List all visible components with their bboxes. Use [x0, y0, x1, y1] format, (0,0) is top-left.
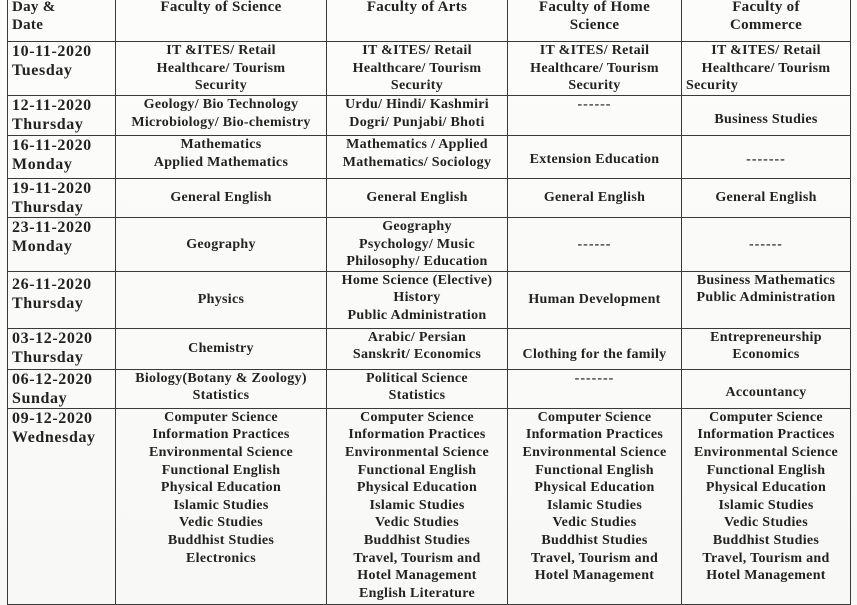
subject: Accountancy [725, 384, 807, 400]
subject: Psychology/ Music [359, 236, 475, 252]
no-exam-dash: ------ [749, 236, 783, 252]
commerce-subjects-cell [682, 328, 851, 369]
subject: Travel, Tourism and [702, 550, 830, 566]
subject: Healthcare/ Tourism [156, 60, 286, 76]
exam-date: 09-12-2020 [12, 409, 93, 427]
subject: Physical Education [160, 480, 282, 496]
subject: Statistics [192, 388, 250, 404]
subject: Home Science (Elective) [341, 272, 493, 288]
header-day-date-line: Date [12, 16, 44, 33]
subject: Healthcare/ Tourism [530, 60, 659, 76]
subject: Islamic Studies [173, 497, 269, 513]
exam-date: 10-11-2020 [12, 43, 92, 60]
subject: Security [390, 78, 444, 94]
table-row [8, 271, 851, 328]
subject: Chemistry [188, 340, 254, 356]
arts-subjects-cell [327, 271, 508, 328]
table-row [8, 369, 851, 408]
subject: Islamic Studies [546, 497, 643, 513]
subject: Geography [382, 219, 452, 234]
no-exam-dash: ------ [577, 236, 612, 252]
science-subjects-cell [116, 42, 327, 96]
commerce-subjects-cell [682, 96, 851, 136]
exam-day: Sunday [12, 389, 68, 407]
arts-subjects-cell [327, 42, 508, 96]
subject: Biology(Botany & Zoology) [135, 370, 307, 386]
subject: Buddhist Studies [363, 532, 471, 548]
subject: Entrepreneurship [710, 329, 822, 345]
exam-date: 12-11-2020 [12, 97, 92, 114]
home-science-subjects-cell [508, 328, 682, 369]
subject: Islamic Studies [718, 497, 814, 513]
subject: General English [170, 190, 272, 206]
header-faculty-home-science [508, 0, 682, 42]
subject: IT &ITES/ Retail [539, 43, 650, 58]
subject: Computer Science [164, 409, 278, 425]
subject: Functional English [535, 462, 654, 478]
subject: Healthcare/ Tourism [352, 60, 482, 76]
subject: Physics [197, 291, 245, 307]
subject: Physical Education [356, 480, 478, 496]
subject: Economics [732, 347, 800, 363]
subject: Public Administration [347, 307, 487, 323]
exam-day: Thursday [12, 294, 84, 312]
subject: Hotel Management [534, 568, 655, 584]
exam-date: 26-11-2020 [12, 275, 92, 293]
subject: General English [366, 190, 468, 206]
header-commerce-line: Commerce [729, 16, 803, 33]
exam-date: 19-11-2020 [12, 180, 92, 197]
commerce-subjects-cell [682, 408, 851, 604]
subject: Functional English [706, 462, 826, 478]
table-row [8, 136, 851, 179]
science-subjects-cell [116, 369, 327, 408]
day-date-cell [8, 369, 116, 408]
day-date-cell [8, 136, 116, 179]
subject: Human Development [528, 291, 661, 307]
header-commerce-line: Faculty of [732, 0, 800, 15]
subject: Travel, Tourism and [353, 550, 481, 566]
subject: Vedic Studies [179, 515, 263, 531]
home-science-subjects-cell [508, 42, 682, 96]
subject: Mathematics / Applied [346, 137, 488, 152]
subject: Hotel Management [706, 568, 826, 584]
arts-subjects-cell [327, 96, 508, 136]
exam-date: 06-12-2020 [12, 370, 93, 388]
arts-subjects-cell [327, 369, 508, 408]
science-subjects-cell [116, 271, 327, 328]
home-science-subjects-cell [508, 271, 682, 328]
exam-day: Monday [12, 238, 73, 255]
header-home-science-line: Science [569, 16, 620, 33]
no-exam-dash: ------- [574, 370, 615, 386]
exam-day: Thursday [12, 348, 84, 366]
subject: Environmental Science [693, 444, 839, 460]
exam-day: Tuesday [12, 62, 73, 79]
exam-day: Thursday [12, 116, 84, 133]
commerce-subjects-cell [682, 369, 851, 408]
header-faculty-science [116, 0, 327, 42]
subject: Urdu/ Hindi/ Kashmiri [345, 97, 489, 112]
day-date-cell [8, 408, 116, 604]
subject: IT &ITES/ Retail [711, 43, 821, 58]
subject: Security [568, 78, 621, 94]
home-science-subjects-cell [508, 179, 682, 218]
header-day-date [8, 0, 116, 42]
subject: Geography [186, 236, 256, 252]
science-subjects-cell [116, 328, 327, 369]
subject: English Literature [359, 585, 475, 601]
science-subjects-cell [116, 136, 327, 179]
subject: Computer Science [709, 409, 823, 425]
subject: Dogri/ Punjabi/ Bhoti [349, 114, 485, 130]
home-science-subjects-cell [508, 369, 682, 408]
arts-subjects-cell [327, 328, 508, 369]
subject: Mathematics/ Sociology [342, 154, 492, 170]
subject: Political Science [366, 370, 468, 386]
no-exam-dash: ------ [577, 97, 612, 112]
subject: Physical Education [534, 480, 655, 496]
subject: Clothing for the family [522, 346, 667, 362]
table-row [8, 328, 851, 369]
header-arts-label: Faculty of Arts [366, 0, 468, 15]
exam-schedule-table [7, 0, 851, 605]
subject: Environmental Science [148, 444, 294, 460]
subject: Physical Education [705, 480, 827, 496]
exam-date: 03-12-2020 [12, 329, 93, 347]
table-row [8, 42, 851, 96]
subject: Statistics [388, 388, 446, 404]
day-date-cell [8, 218, 116, 272]
header-faculty-arts [327, 0, 508, 42]
science-subjects-cell [116, 218, 327, 272]
subject: Mathematics [180, 137, 262, 152]
subject: Information Practices [525, 427, 664, 443]
day-date-cell [8, 179, 116, 218]
header-row [8, 0, 851, 42]
subject: Information Practices [697, 427, 835, 443]
subject: Arabic/ Persian [367, 329, 467, 345]
subject: Buddhist Studies [167, 532, 275, 548]
header-science-label: Faculty of Science [160, 0, 282, 15]
home-science-subjects-cell [508, 218, 682, 272]
subject: Environmental Science [522, 444, 667, 460]
subject: Geology/ Bio Technology [143, 97, 299, 112]
science-subjects-cell [116, 408, 327, 604]
subject: IT &ITES/ Retail [166, 43, 276, 58]
subject: History [393, 290, 441, 306]
subject: Business Studies [714, 111, 818, 127]
subject: Hotel Management [357, 568, 477, 584]
table-row [8, 96, 851, 136]
subject: Islamic Studies [369, 497, 465, 513]
arts-subjects-cell [327, 218, 508, 272]
no-exam-dash: ------- [746, 152, 786, 168]
subject: Buddhist Studies [541, 532, 648, 548]
subject: Buddhist Studies [712, 532, 820, 548]
subject: Vedic Studies [552, 515, 637, 531]
subject: Extension Education [529, 152, 660, 168]
commerce-subjects-cell [682, 179, 851, 218]
table-row [8, 179, 851, 218]
day-date-cell [8, 328, 116, 369]
arts-subjects-cell [327, 408, 508, 604]
exam-date: 23-11-2020 [12, 219, 92, 236]
arts-subjects-cell [327, 179, 508, 218]
subject: Functional English [357, 462, 477, 478]
subject: Functional English [161, 462, 281, 478]
header-home-science-line: Faculty of Home [538, 0, 651, 15]
subject: Environmental Science [344, 444, 490, 460]
day-date-cell [8, 271, 116, 328]
subject: Travel, Tourism and [530, 550, 659, 566]
subject: Electronics [186, 550, 256, 566]
exam-day: Wednesday [12, 428, 96, 446]
subject: IT &ITES/ Retail [362, 43, 472, 58]
subject: General English [715, 190, 817, 206]
exam-day: Monday [12, 156, 73, 173]
science-subjects-cell [116, 179, 327, 218]
subject: Philosophy/ Education [346, 254, 488, 270]
table-row [8, 408, 851, 604]
subject: Vedic Studies [375, 515, 459, 531]
day-date-cell [8, 42, 116, 96]
subject: Vedic Studies [724, 515, 808, 531]
subject: General English [543, 190, 646, 206]
header-faculty-commerce [682, 0, 851, 42]
exam-date: 16-11-2020 [12, 137, 92, 154]
subject: Computer Science [537, 409, 652, 425]
commerce-subjects-cell [682, 271, 851, 328]
science-subjects-cell [116, 96, 327, 136]
home-science-subjects-cell [508, 136, 682, 179]
day-date-cell [8, 96, 116, 136]
arts-subjects-cell [327, 136, 508, 179]
subject: Applied Mathematics [153, 154, 289, 170]
subject: Healthcare/ Tourism [701, 60, 831, 76]
subject: Business Mathematics [696, 272, 836, 288]
subject: Information Practices [348, 427, 486, 443]
subject: Microbiology/ Bio-chemistry [131, 114, 311, 130]
subject: Computer Science [360, 409, 474, 425]
commerce-subjects-cell [682, 136, 851, 179]
subject: Security [686, 78, 739, 94]
commerce-subjects-cell [682, 42, 851, 96]
subject: Security [194, 78, 248, 94]
subject: Sanskrit/ Economics [352, 347, 482, 363]
commerce-subjects-cell [682, 218, 851, 272]
header-day-date-line: Day & [12, 0, 56, 15]
subject: Information Practices [152, 427, 290, 443]
home-science-subjects-cell [508, 408, 682, 604]
subject: Public Administration [696, 290, 836, 306]
table-row [8, 218, 851, 272]
home-science-subjects-cell [508, 96, 682, 136]
exam-day: Thursday [12, 199, 84, 216]
